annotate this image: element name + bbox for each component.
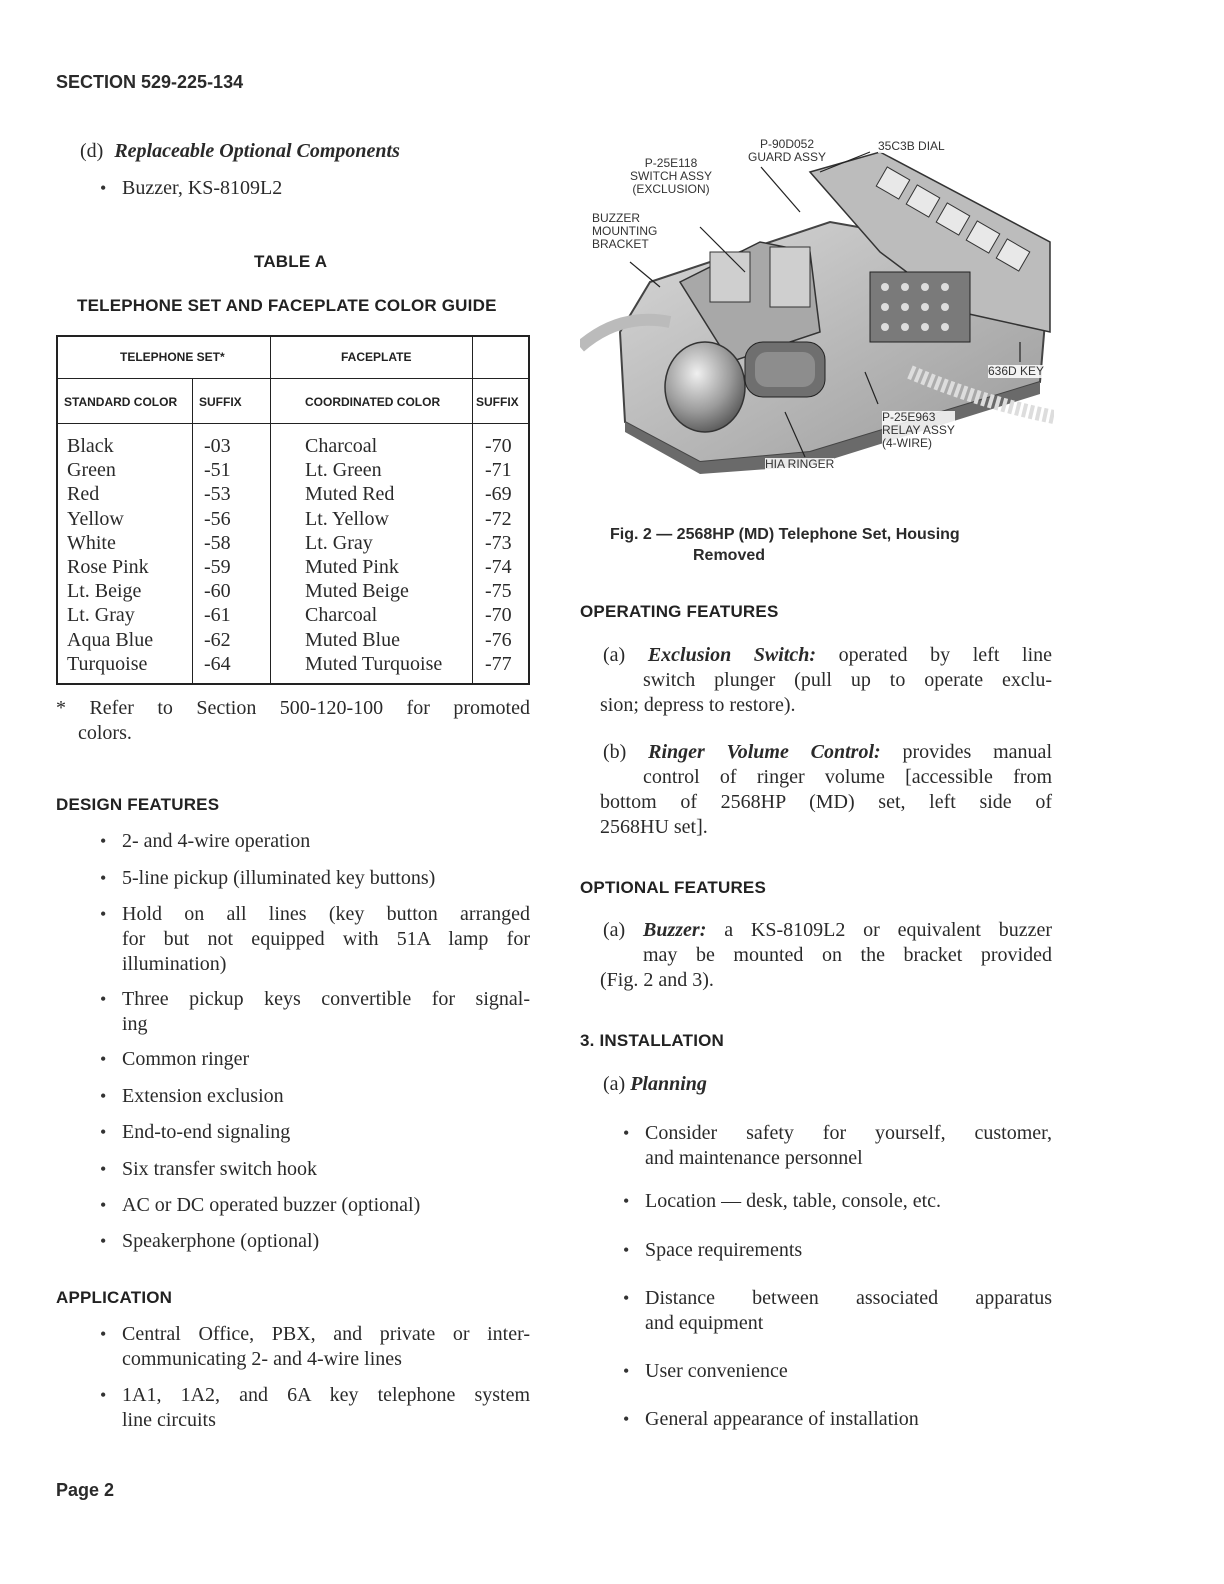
list-item-line: • Three pickup keys convertible for signal- [122, 988, 530, 1010]
list-item-line: • 2- and 4-wire operation [122, 830, 311, 852]
paragraph-line: 2568HU set]. [600, 816, 708, 838]
list-item-line: • Speakerphone (optional) [122, 1230, 320, 1252]
list-item-line: • AC or DC operated buzzer (optional) [122, 1194, 421, 1216]
list-item [645, 1189, 1052, 1214]
paragraph-text: operated by left line [838, 644, 1053, 666]
list-item: • Buzzer, KS-8109L2 [122, 176, 282, 201]
page-number: Page 2 [56, 1480, 115, 1500]
cell-coordinated-color: Lt. Gray [305, 531, 373, 554]
column-header-suffix: SUFFIX [476, 395, 519, 409]
cell-standard-suffix: -61 [204, 604, 231, 627]
callout-relay-assy: P-25E963 RELAY ASSY (4-WIRE) [882, 410, 955, 450]
list-item [645, 1286, 1052, 1336]
cell-standard-suffix: -53 [204, 483, 231, 506]
paragraph-line: control of ringer volume [accessible from [643, 766, 1052, 788]
telephone-set-photo [580, 132, 1054, 477]
paragraph-line: may be mounted on the bracket provided [643, 944, 1052, 966]
list-item-line: • 1A1, 1A2, and 6A key telephone system [122, 1384, 530, 1406]
cell-coordinated-suffix: -69 [485, 483, 512, 506]
cell-standard-suffix: -64 [204, 652, 231, 675]
cell-standard-color: Turquoise [67, 652, 148, 675]
list-item-line: illumination) [122, 953, 227, 975]
paragraph-text: a KS-8109L2 or equivalent buzzer [724, 919, 1052, 941]
optional-features-heading: OPTIONAL FEATURES [580, 878, 767, 897]
cell-coordinated-suffix: -70 [485, 435, 512, 457]
cell-standard-suffix: -03 [204, 435, 231, 457]
list-item-line: • End-to-end signaling [122, 1121, 291, 1143]
cell-standard-color: Rose Pink [67, 556, 149, 578]
optional-components-heading [80, 139, 400, 164]
list-item-line: and equipment [645, 1312, 764, 1334]
list-item-line: ing [122, 1013, 148, 1035]
cell-standard-suffix: -62 [204, 628, 231, 651]
list-item [645, 1359, 1052, 1384]
cell-standard-color: White [67, 531, 116, 554]
cell-coordinated-suffix: -75 [485, 580, 512, 603]
cell-standard-color: Yellow [67, 507, 124, 530]
callout-buzzer-bracket: BUZZER MOUNTING BRACKET [592, 211, 658, 251]
ringer-volume-paragraph [603, 740, 1052, 765]
application-heading: APPLICATION [56, 1288, 173, 1307]
cell-coordinated-suffix: -76 [485, 628, 512, 651]
cell-coordinated-color: Muted Blue [305, 628, 400, 651]
group-header-faceplate: FACEPLATE [341, 350, 412, 364]
operating-features-heading: OPERATING FEATURES [580, 602, 779, 621]
list-item-line: and maintenance personnel [645, 1147, 863, 1169]
cell-standard-color: Lt. Beige [67, 580, 142, 603]
list-item [645, 1121, 1052, 1171]
list-item-line: • User convenience [645, 1360, 788, 1382]
list-item-line: • Six transfer switch hook [122, 1158, 317, 1180]
item-label: (b) [603, 741, 627, 763]
callout-dial: 35C3B DIAL [878, 139, 945, 153]
callout-ringer: HIA RINGER [765, 457, 835, 471]
column-header-standard-color: STANDARD COLOR [64, 395, 178, 409]
paragraph-line: sion; depress to restore). [600, 694, 796, 716]
table-title: TELEPHONE SET AND FACEPLATE COLOR GUIDE [77, 296, 497, 315]
cell-coordinated-color: Lt. Yellow [305, 507, 389, 530]
list-item-line: line circuits [122, 1409, 216, 1431]
cell-coordinated-color: Charcoal [305, 435, 378, 457]
column-header-suffix: SUFFIX [199, 395, 242, 409]
buzzer-term: Buzzer: [643, 919, 707, 941]
list-item-line: • Common ringer [122, 1048, 250, 1070]
planning-term: Planning [630, 1073, 707, 1095]
cell-standard-suffix: -58 [204, 531, 231, 554]
table-label: TABLE A [254, 252, 328, 271]
list-item-line: • Consider safety for yourself, customer, [645, 1122, 1052, 1144]
cell-coordinated-suffix: -71 [485, 459, 512, 482]
list-item [122, 1084, 530, 1109]
paragraph-line: (Fig. 2 and 3). [600, 969, 714, 991]
list-item-line: • Distance between associated apparatus [645, 1287, 1052, 1309]
cell-coordinated-color: Muted Red [305, 483, 395, 506]
exclusion-switch-term: Exclusion Switch: [647, 644, 817, 666]
column-header-coordinated-color: COORDINATED COLOR [305, 395, 441, 409]
list-item-line: • General appearance of installation [645, 1408, 919, 1430]
callout-guard-assy: P-90D052 GUARD ASSY [748, 137, 827, 164]
list-item [645, 1407, 1052, 1432]
cell-standard-color: Black [67, 435, 114, 457]
figure-caption: Fig. 2 — 2568HP (MD) Telephone Set, Housing [610, 526, 960, 543]
table-footnote-continued: colors. [78, 722, 132, 744]
list-item-line: • 5-line pickup (illuminated key buttons) [122, 867, 436, 889]
cell-coordinated-color: Lt. Green [305, 459, 382, 482]
paragraph-line: bottom of 2568HP (MD) set, left side of [600, 791, 1052, 813]
cell-coordinated-color: Charcoal [305, 604, 378, 627]
list-item-line: • Location — desk, table, console, etc. [645, 1190, 942, 1212]
list-item [122, 1157, 530, 1182]
optional-components-title: Replaceable Optional Components [114, 140, 400, 162]
item-label: (a) [603, 644, 626, 666]
cell-coordinated-suffix: -70 [485, 604, 512, 627]
paragraph-text: provides manual [902, 741, 1052, 763]
table-footnote: * Refer to Section 500-120-100 for promoted [56, 697, 530, 719]
list-item-line: • Central Office, PBX, and private or inter- [122, 1323, 530, 1345]
cell-standard-color: Green [67, 459, 116, 482]
callout-key: 636D KEY [988, 364, 1045, 378]
cell-coordinated-suffix: -77 [485, 652, 512, 675]
list-item [122, 987, 530, 1037]
planning-heading [603, 1072, 707, 1097]
figure-caption-continued: Removed [693, 547, 766, 564]
cell-standard-suffix: -56 [204, 507, 231, 530]
item-label: (d) [80, 140, 104, 162]
list-item [122, 1193, 530, 1218]
list-item [122, 829, 530, 854]
list-item [122, 1383, 530, 1433]
cell-standard-suffix: -60 [204, 580, 231, 603]
list-item [122, 866, 530, 891]
section-number: SECTION 529-225-134 [56, 72, 244, 92]
cell-coordinated-color: Muted Pink [305, 556, 399, 578]
cell-standard-suffix: -59 [204, 556, 231, 578]
callout-switch-assy: P-25E118 SWITCH ASSY (EXCLUSION) [630, 156, 713, 196]
cell-standard-color: Red [67, 483, 100, 506]
cell-coordinated-suffix: -74 [485, 556, 512, 578]
design-features-heading: DESIGN FEATURES [56, 795, 220, 814]
list-item [122, 1047, 530, 1072]
list-item [122, 1120, 530, 1145]
cell-standard-color: Aqua Blue [67, 628, 154, 651]
list-item-line: communicating 2- and 4-wire lines [122, 1348, 402, 1370]
group-header-telephone-set: TELEPHONE SET* [120, 350, 225, 364]
exclusion-switch-paragraph [603, 643, 1052, 668]
list-item-line: • Space requirements [645, 1239, 803, 1261]
list-item-line: for but not equipped with 51A lamp for [122, 928, 530, 950]
buzzer-paragraph [603, 918, 1052, 943]
installation-heading: 3. INSTALLATION [580, 1031, 725, 1050]
list-item-line: • Hold on all lines (key button arranged [122, 903, 530, 925]
item-label: (a) [603, 919, 626, 941]
list-item-line: • Extension exclusion [122, 1085, 284, 1107]
item-label: (a) [603, 1073, 626, 1095]
cell-coordinated-suffix: -72 [485, 507, 512, 530]
cell-standard-color: Lt. Gray [67, 604, 135, 627]
cell-coordinated-suffix: -73 [485, 531, 512, 554]
list-item [122, 1229, 530, 1254]
ringer-volume-term: Ringer Volume Control: [648, 741, 881, 763]
paragraph-line: switch plunger (pull up to operate exclu- [643, 669, 1052, 691]
cell-coordinated-color: Muted Beige [305, 580, 409, 603]
color-guide-table [56, 335, 530, 685]
list-item [122, 1322, 530, 1372]
list-item [122, 902, 530, 977]
cell-coordinated-color: Muted Turquoise [305, 652, 443, 675]
list-item [645, 1238, 1052, 1263]
cell-standard-suffix: -51 [204, 459, 231, 482]
